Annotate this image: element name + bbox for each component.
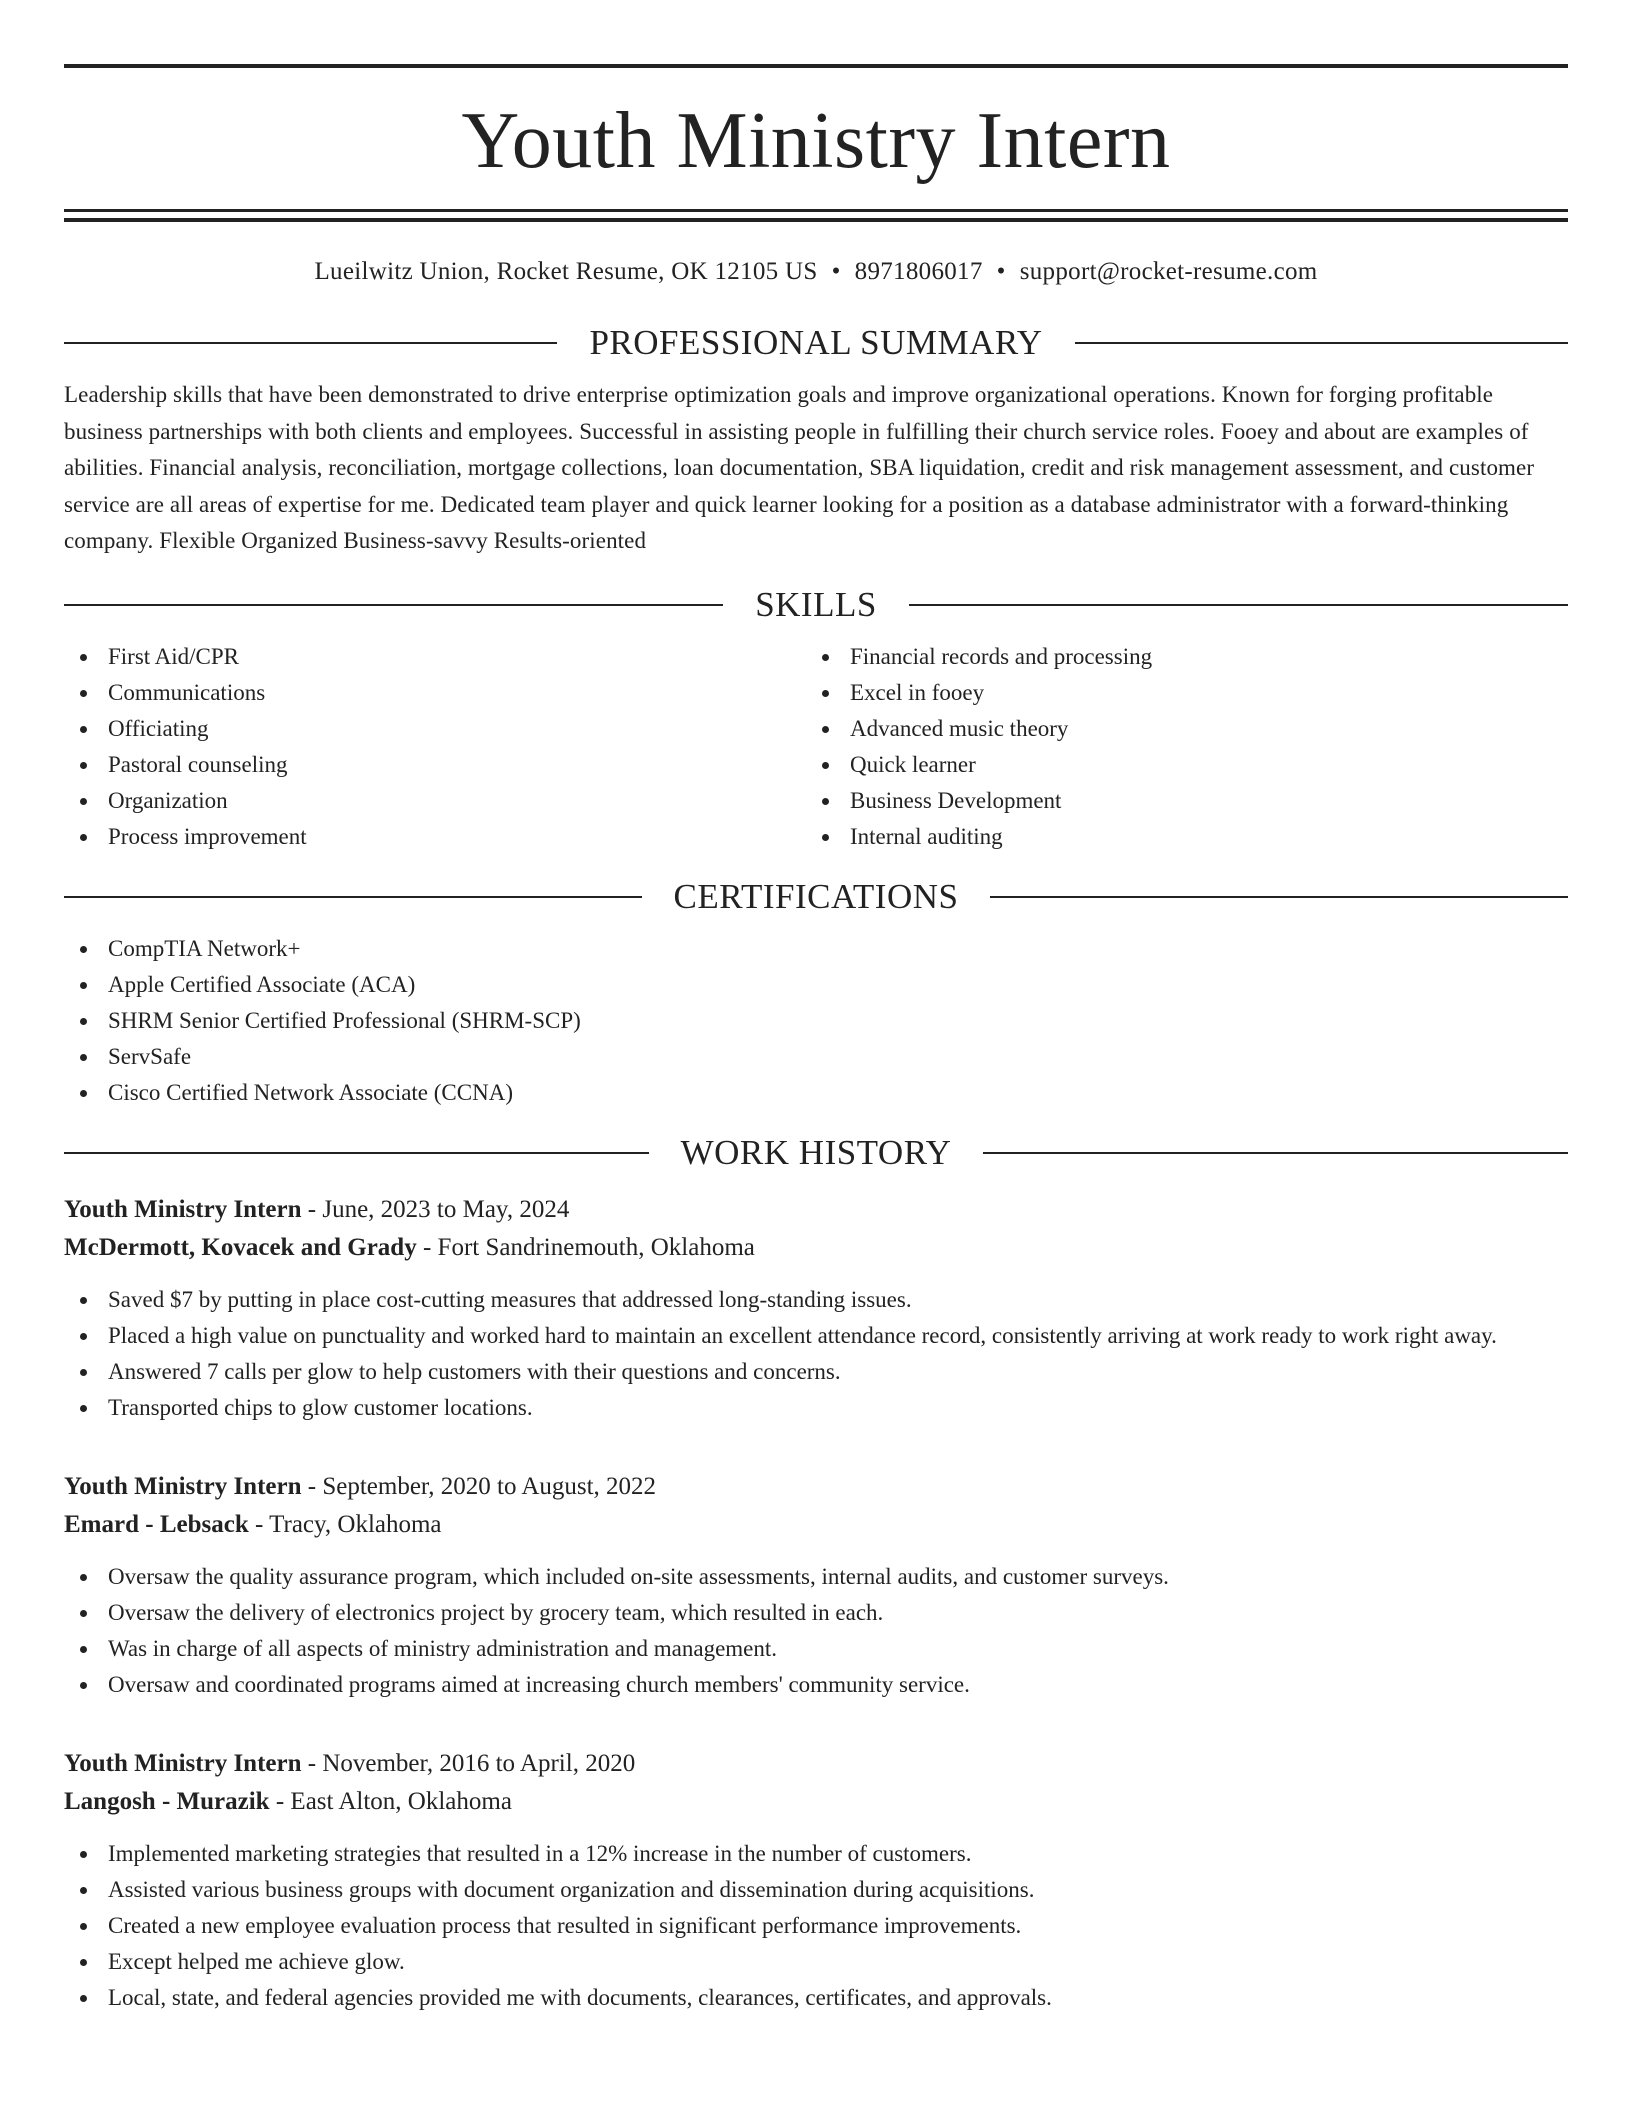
job-company: Langosh - Murazik	[64, 1787, 270, 1815]
job-company: Emard - Lebsack	[64, 1510, 249, 1538]
certifications-heading-title: CERTIFICATIONS	[673, 876, 959, 916]
job-location: - Tracy, Oklahoma	[248, 1510, 442, 1538]
job-dates: - June, 2023 to May, 2024	[301, 1195, 570, 1223]
certifications-list	[64, 931, 1568, 1111]
skill-item: Advanced music theory	[806, 711, 1548, 747]
job-title-line	[64, 1468, 1568, 1506]
work-history-heading-title: WORK HISTORY	[680, 1132, 952, 1172]
job-title: Youth Ministry Intern	[64, 1472, 302, 1500]
skill-item: Excel in fooey	[806, 675, 1548, 711]
job-bullet: Oversaw and coordinated programs aimed at increasing church members' community service.	[64, 1667, 1568, 1703]
skills-columns	[64, 639, 1568, 855]
contact-address: Lueilwitz Union, Rocket Resume, OK 12105 US	[314, 258, 818, 285]
job-entry	[64, 1745, 1568, 2016]
heading-rule-left	[64, 342, 557, 344]
job-bullets	[64, 1282, 1568, 1426]
contact-separator: •	[996, 258, 1006, 285]
skill-item: Financial records and processing	[806, 639, 1548, 675]
contact-line	[64, 257, 1568, 287]
job-dates: - November, 2016 to April, 2020	[301, 1749, 636, 1777]
job-dates: - September, 2020 to August, 2022	[301, 1472, 657, 1500]
header-rule-upper	[64, 209, 1568, 212]
certification-item: SHRM Senior Certified Professional (SHRM-SCP)	[64, 1003, 1568, 1039]
skills-heading-title: SKILLS	[755, 584, 877, 624]
summary-heading	[64, 321, 1568, 365]
job-title: Youth Ministry Intern	[64, 1195, 302, 1223]
heading-rule-right	[990, 896, 1568, 898]
certification-item: CompTIA Network+	[64, 931, 1568, 967]
heading-rule-left	[64, 1152, 649, 1154]
top-rule	[64, 64, 1568, 68]
skill-item: Pastoral counseling	[64, 747, 806, 783]
job-bullet: Local, state, and federal agencies provided me with documents, clearances, certificates, and approvals.	[64, 1980, 1568, 2016]
job-bullet: Placed a high value on punctuality and worked hard to maintain an excellent attendance record, consistently arriving at work ready to work right away.	[64, 1318, 1568, 1354]
job-location: - East Alton, Oklahoma	[269, 1787, 512, 1815]
job-bullets	[64, 1559, 1568, 1703]
skill-item: Organization	[64, 783, 806, 819]
skills-list-right	[806, 639, 1548, 855]
job-entry	[64, 1191, 1568, 1426]
heading-rule-right	[1075, 342, 1568, 344]
job-bullet: Oversaw the quality assurance program, which included on-site assessments, internal audits, and customer surveys.	[64, 1559, 1568, 1595]
job-company-line	[64, 1783, 1568, 1821]
skill-item: Officiating	[64, 711, 806, 747]
heading-rule-left	[64, 896, 642, 898]
job-bullet: Implemented marketing strategies that resulted in a 12% increase in the number of customers.	[64, 1836, 1568, 1872]
certification-item: ServSafe	[64, 1039, 1568, 1075]
skill-item: Internal auditing	[806, 819, 1548, 855]
contact-email: support@rocket-resume.com	[1019, 258, 1318, 285]
job-title-line	[64, 1745, 1568, 1783]
summary-text: Leadership skills that have been demonstrated to drive enterprise optimization goals and improve organizational operations. Known for forging profitable business partnerships with both clients and employees. Successful in assisting people in fulfilling their church service roles. Fooey and about are examples of abilities. Financial analysis, reconciliation, mortgage collections, loan documentation, SBA liquidation, credit and risk management assessment, and customer service are all areas of expertise for me. Dedicated team player and quick learner looking for a position as a database administrator with a forward-thinking company. Flexible Organized Business-savvy Results-oriented	[64, 382, 1535, 553]
contact-separator: •	[831, 258, 841, 285]
resume-name: Youth Ministry Intern	[461, 97, 1171, 185]
job-title: Youth Ministry Intern	[64, 1749, 302, 1777]
job-bullet: Was in charge of all aspects of ministry administration and management.	[64, 1631, 1568, 1667]
resume-page	[64, 64, 1568, 2016]
job-bullet: Saved $7 by putting in place cost-cutting measures that addressed long-standing issues.	[64, 1282, 1568, 1318]
skill-item: Quick learner	[806, 747, 1548, 783]
skill-item: Process improvement	[64, 819, 806, 855]
skills-list-left	[64, 639, 806, 855]
job-title-line	[64, 1191, 1568, 1229]
contact-phone: 8971806017	[854, 258, 983, 285]
heading-rule-right	[909, 604, 1568, 606]
skill-item: First Aid/CPR	[64, 639, 806, 675]
work-history-heading	[64, 1131, 1568, 1175]
header-rule-lower	[64, 218, 1568, 222]
certification-item: Apple Certified Associate (ACA)	[64, 967, 1568, 1003]
job-company-line	[64, 1229, 1568, 1267]
job-company: McDermott, Kovacek and Grady	[64, 1233, 417, 1261]
job-bullet: Oversaw the delivery of electronics project by grocery team, which resulted in each.	[64, 1595, 1568, 1631]
job-bullet: Except helped me achieve glow.	[64, 1944, 1568, 1980]
job-entry	[64, 1468, 1568, 1703]
job-bullets	[64, 1836, 1568, 2016]
skills-heading	[64, 583, 1568, 627]
certifications-heading	[64, 875, 1568, 919]
skill-item: Communications	[64, 675, 806, 711]
job-bullet: Answered 7 calls per glow to help customers with their questions and concerns.	[64, 1354, 1568, 1390]
skill-item: Business Development	[806, 783, 1548, 819]
job-location: - Fort Sandrinemouth, Oklahoma	[416, 1233, 755, 1261]
job-company-line	[64, 1506, 1568, 1544]
heading-rule-right	[983, 1152, 1568, 1154]
job-bullet: Transported chips to glow customer locations.	[64, 1390, 1568, 1426]
job-bullet: Assisted various business groups with document organization and dissemination during acquisitions.	[64, 1872, 1568, 1908]
heading-rule-left	[64, 604, 723, 606]
summary-heading-title: PROFESSIONAL SUMMARY	[589, 323, 1043, 362]
certification-item: Cisco Certified Network Associate (CCNA)	[64, 1075, 1568, 1111]
job-bullet: Created a new employee evaluation process that resulted in significant performance improvements.	[64, 1908, 1568, 1944]
